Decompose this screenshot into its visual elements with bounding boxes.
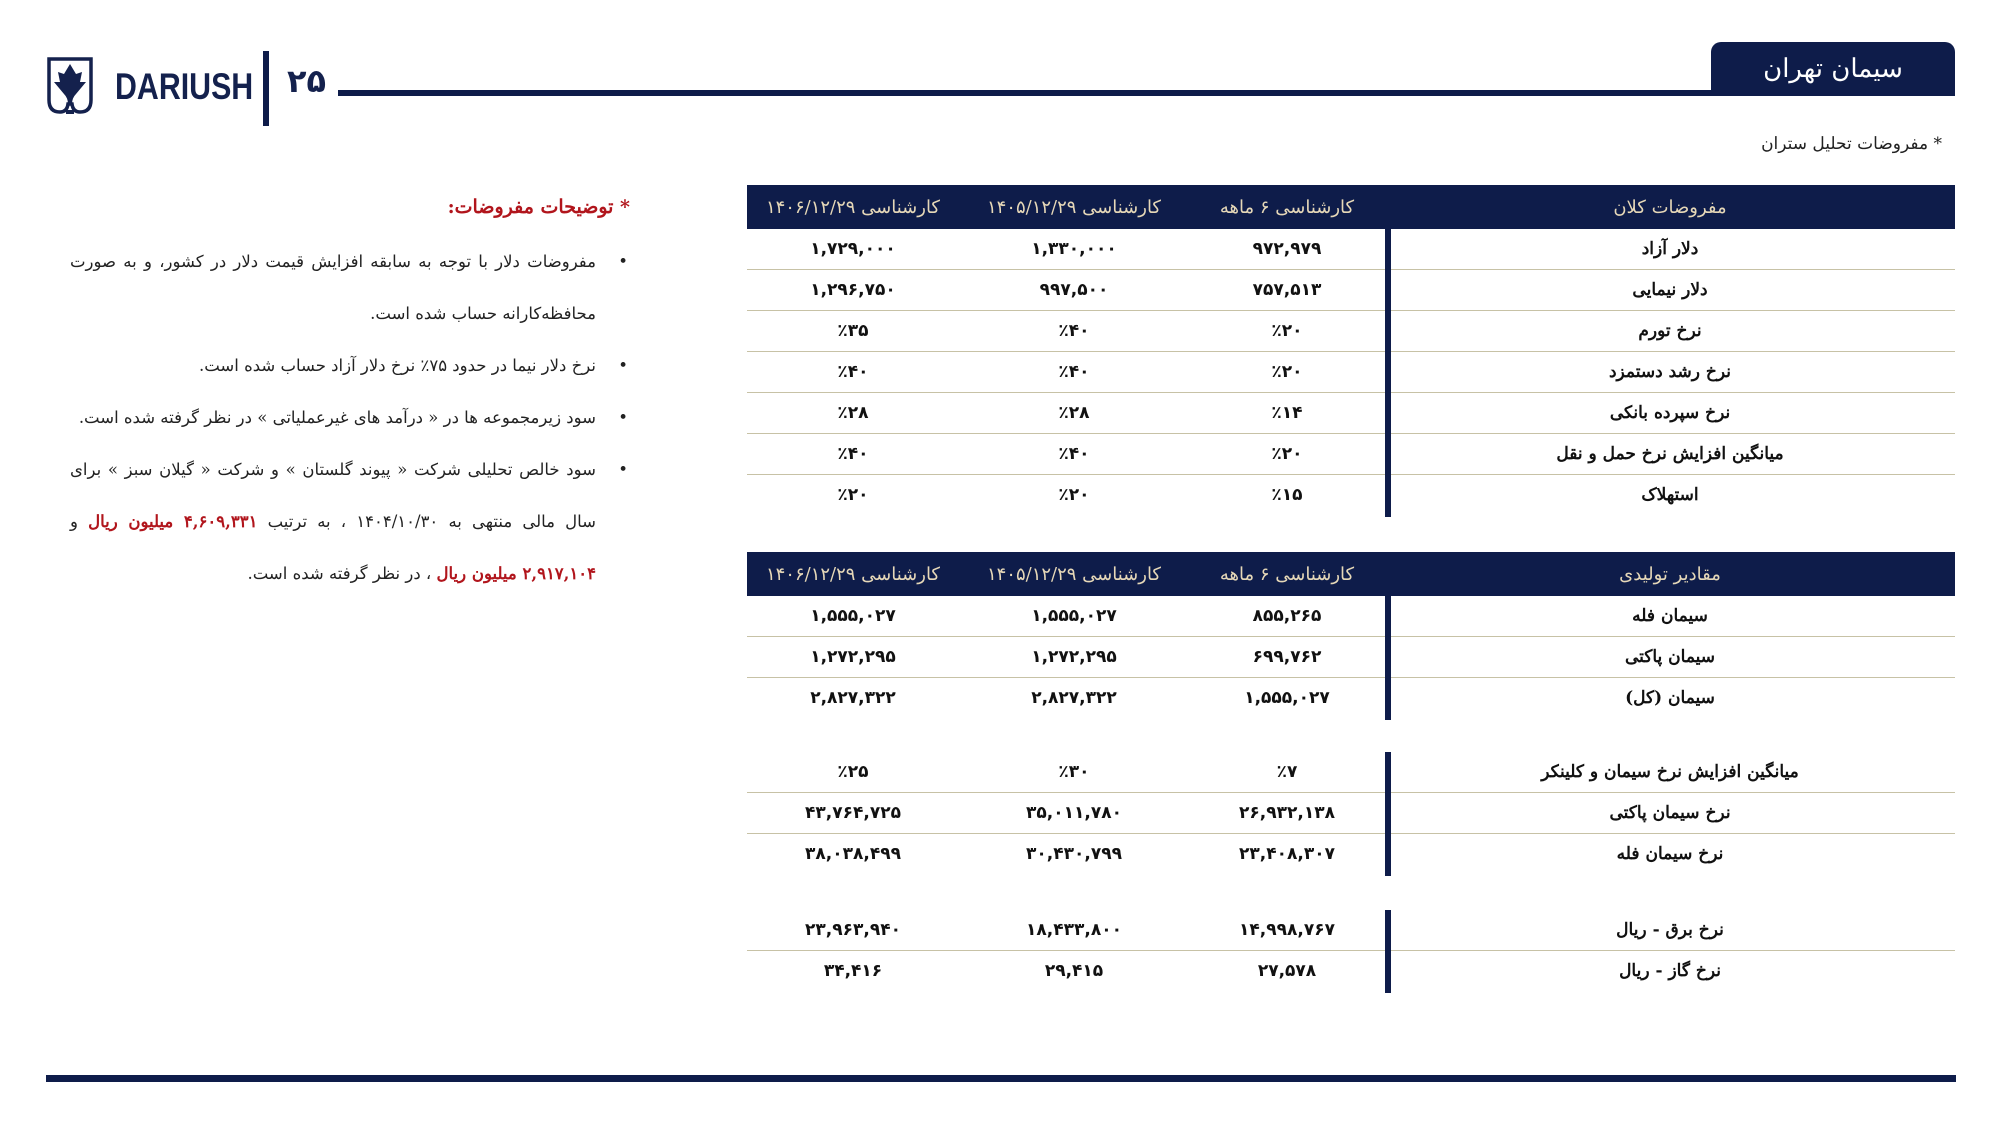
row-label: نرخ سیمان پاکتی — [1385, 793, 1955, 833]
cell-value: ۲,۸۲۷,۳۲۲ — [1031, 688, 1117, 708]
cell-value: ٪۷ — [1276, 762, 1298, 782]
cell-value: ۹۷۲,۹۷۹ — [1252, 239, 1322, 259]
cell-value: ۱,۵۵۵,۰۲۷ — [1244, 688, 1330, 708]
cell-value: ۸۵۵,۲۶۵ — [1252, 606, 1322, 626]
table-row — [747, 270, 1955, 311]
highlight-value: ۴,۶۰۹,۳۳۱ میلیون ریال — [88, 512, 258, 531]
cell-value: ٪۴۰ — [837, 362, 869, 382]
row-label: نرخ سیمان فله — [1385, 834, 1955, 874]
cell-value: ۲۳,۹۶۳,۹۴۰ — [805, 920, 901, 940]
energy-price-table — [747, 910, 1955, 991]
dariush-logo-icon — [46, 56, 94, 116]
cell-value: ٪۲۰ — [1271, 444, 1303, 464]
column-header: کارشناسی ۱۴۰۶/۱۲/۲۹ — [765, 563, 941, 585]
note-item — [70, 236, 630, 340]
column-header-label: مقادیر تولیدی — [1619, 563, 1721, 585]
cell-value: ۱,۵۵۵,۰۲۷ — [810, 606, 896, 626]
notes-title: * توضیحات مفروضات: — [447, 196, 630, 218]
note-text: سود زیرمجموعه ها در « درآمد های غیرعملیاتی » در نظر گرفته شده است. — [78, 408, 596, 427]
cell-value: ۴۳,۷۶۴,۷۲۵ — [805, 803, 901, 823]
section-subtitle: * مفروضات تحلیل ستران — [1761, 134, 1942, 154]
cell-value: ۹۹۷,۵۰۰ — [1039, 280, 1109, 300]
column-header: کارشناسی ۱۴۰۵/۱۲/۲۹ — [986, 563, 1162, 585]
table-row — [747, 951, 1955, 991]
cell-value: ۱,۵۵۵,۰۲۷ — [1031, 606, 1117, 626]
cell-value: ٪۳۵ — [837, 321, 869, 341]
cell-value: ٪۲۰ — [1271, 362, 1303, 382]
column-header: کارشناسی ۱۴۰۶/۱۲/۲۹ — [765, 196, 941, 218]
cell-value: ۲۶,۹۳۲,۱۳۸ — [1239, 803, 1335, 823]
table-row — [747, 475, 1955, 515]
cell-value: ٪۲۸ — [1058, 403, 1090, 423]
note-item — [70, 340, 630, 392]
column-header: کارشناسی ۱۴۰۵/۱۲/۲۹ — [986, 196, 1162, 218]
row-label: نرخ برق - ریال — [1385, 910, 1955, 950]
cell-value: ٪۲۰ — [1271, 321, 1303, 341]
cell-value: ۷۵۷,۵۱۳ — [1252, 280, 1322, 300]
cell-value: ۳۸,۰۳۸,۴۹۹ — [805, 844, 901, 864]
cell-value: ٪۴۰ — [1058, 362, 1090, 382]
cell-value: ٪۲۰ — [837, 485, 869, 505]
footer-rule — [46, 1075, 1956, 1082]
cell-value: ٪۲۰ — [1058, 485, 1090, 505]
production-table — [747, 552, 1955, 718]
column-header: کارشناسی ۶ ماهه — [1219, 563, 1355, 585]
table-header — [747, 185, 1955, 229]
cell-value: ٪۲۸ — [837, 403, 869, 423]
header-rule — [338, 90, 1712, 96]
cell-value: ۳۴,۴۱۶ — [823, 961, 883, 981]
cell-value: ۱,۲۷۲,۲۹۵ — [1031, 647, 1117, 667]
row-label: میانگین افزایش نرخ سیمان و کلینکر — [1385, 752, 1955, 792]
row-label: سیمان فله — [1385, 596, 1955, 636]
brand-name: DARIUSH — [115, 66, 254, 107]
cell-value: ۱,۲۷۲,۲۹۵ — [810, 647, 896, 667]
table-row — [747, 596, 1955, 637]
table-row — [747, 229, 1955, 270]
cement-price-table — [747, 752, 1955, 874]
page-title: سیمان تهران — [1711, 42, 1955, 96]
note-text: ، در نظر گرفته شده است. — [247, 564, 437, 583]
cell-value: ۱,۲۹۶,۷۵۰ — [810, 280, 896, 300]
row-label: نرخ گاز - ریال — [1385, 951, 1955, 991]
note-text: نرخ دلار نیما در حدود ۷۵٪ نرخ دلار آزاد حساب شده است. — [198, 356, 596, 375]
row-label: دلار آزاد — [1385, 229, 1955, 269]
cell-value: ۲۷,۵۷۸ — [1257, 961, 1317, 981]
cell-value: ۱,۷۲۹,۰۰۰ — [810, 239, 896, 259]
cell-value: ۳۵,۰۱۱,۷۸۰ — [1026, 803, 1122, 823]
table-row — [747, 434, 1955, 475]
note-text: و — [70, 512, 89, 531]
table-row — [747, 752, 1955, 793]
row-label: میانگین افزایش نرخ حمل و نقل — [1385, 434, 1955, 474]
row-label: سیمان (کل) — [1385, 678, 1955, 718]
table-header — [747, 552, 1955, 596]
column-header-label: مفروضات کلان — [1613, 196, 1727, 218]
cell-value: ۲۹,۴۱۵ — [1044, 961, 1104, 981]
cell-value: ۶۹۹,۷۶۲ — [1252, 647, 1322, 667]
cell-value: ٪۲۵ — [837, 762, 869, 782]
bullet-icon: • — [618, 356, 628, 375]
cell-value: ٪۳۰ — [1058, 762, 1090, 782]
row-label: استهلاک — [1385, 475, 1955, 515]
row-label: دلار نیمایی — [1385, 270, 1955, 310]
cell-value: ٪۴۰ — [1058, 321, 1090, 341]
row-label: نرخ رشد دستمزد — [1385, 352, 1955, 392]
page-number: ۲۵ — [287, 62, 327, 100]
table-row — [747, 834, 1955, 874]
table-row — [747, 910, 1955, 951]
note-text: مفروضات دلار با توجه به سابقه افزایش قیمت دلار در کشور، و به صورت محافظه‌کارانه حساب شده است. — [70, 252, 596, 323]
note-item — [70, 444, 630, 600]
table-row — [747, 793, 1955, 834]
cell-value: ٪۴۰ — [837, 444, 869, 464]
row-label: سیمان پاکتی — [1385, 637, 1955, 677]
highlight-value: ۲,۹۱۷,۱۰۴ میلیون ریال — [436, 564, 596, 583]
cell-value: ۱,۳۳۰,۰۰۰ — [1031, 239, 1117, 259]
macro-assumptions-table — [747, 185, 1955, 515]
column-header: کارشناسی ۶ ماهه — [1219, 196, 1355, 218]
cell-value: ٪۱۵ — [1271, 485, 1303, 505]
table-row — [747, 393, 1955, 434]
note-item — [70, 392, 630, 444]
table-row — [747, 637, 1955, 678]
table-row — [747, 352, 1955, 393]
assumptions-notes — [70, 196, 630, 600]
table-row — [747, 311, 1955, 352]
cell-value: ٪۴۰ — [1058, 444, 1090, 464]
bullet-icon: • — [618, 408, 628, 427]
table-row — [747, 678, 1955, 718]
bullet-icon: • — [618, 252, 628, 271]
cell-value: ۳۰,۴۳۰,۷۹۹ — [1026, 844, 1122, 864]
row-label: نرخ سپرده بانکی — [1385, 393, 1955, 433]
note-text: سود خالص تحلیلی شرکت « پیوند گلستان » و شرکت « گیلان سبز » برای سال مالی منتهی به ۱۴۰۴/۱۰/۳۰ ، به ترتیب — [70, 460, 596, 531]
cell-value: ۲۳,۴۰۸,۳۰۷ — [1239, 844, 1335, 864]
bullet-icon: • — [618, 460, 628, 479]
row-label: نرخ تورم — [1385, 311, 1955, 351]
cell-value: ۱۸,۴۳۳,۸۰۰ — [1026, 920, 1122, 940]
cell-value: ۱۴,۹۹۸,۷۶۷ — [1239, 920, 1335, 940]
header-divider — [263, 51, 269, 126]
cell-value: ۲,۸۲۷,۳۲۲ — [810, 688, 896, 708]
cell-value: ٪۱۴ — [1271, 403, 1303, 423]
